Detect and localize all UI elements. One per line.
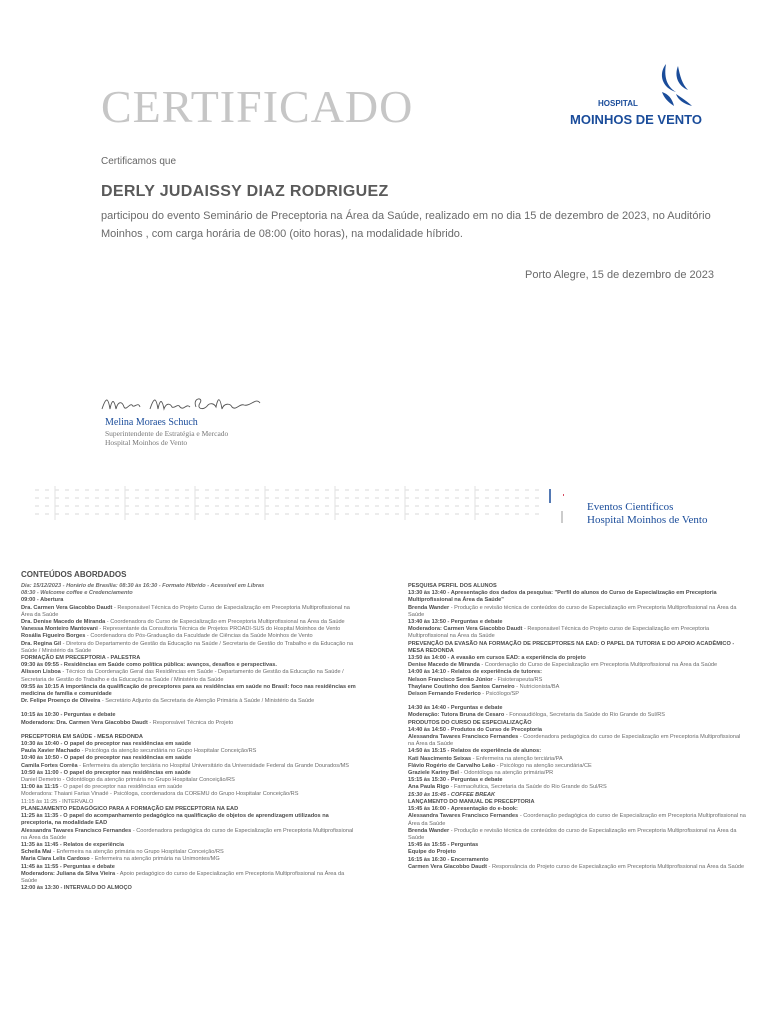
program-line-strong: Nelson Francisco Serrão Júnior (408, 676, 493, 683)
program-line-strong: Carmen Vera Giacobbo Daudt (408, 863, 487, 870)
program-line-text: - Secretário Adjunto da Secretaria de Atenção Primária à Saúde / Ministério da Saúde (100, 698, 315, 705)
program-line-strong: Thaylane Coutinho dos Santos Carneiro (408, 683, 515, 690)
program-line-strong: PRECEPTORIA EM SAÚDE - MESA REDONDA (21, 733, 143, 740)
program-line-strong: 14:50 às 15:15 - Relatos de experiência de alunos: (408, 748, 542, 755)
program-line-text: - Responsância do Projeto curso de Especialização em Preceptoria Multiprofissional na Área da Saúde (486, 863, 745, 870)
program-line (21, 864, 361, 871)
program-line-strong: Deison Fernando Frederico (408, 691, 481, 698)
program-line (21, 791, 361, 798)
program-line-text: - Responsável Técnica do Projeto curso de Especialização em Preceptoria Multiprofissional na Área da Saúde (408, 626, 710, 640)
program-line (21, 669, 361, 683)
program-line-strong: 10:50 às 11:00 - O papel do preceptor nas residências em saúde (21, 769, 191, 776)
program-line-strong: 09:00 - Abertura (21, 597, 64, 604)
program-line (408, 641, 748, 655)
program-line-strong: 09:55 às 10:15 A importância da qualificação de preceptores para as residências em saúde no Brasil: foco nas residências em medicina de família e comunidade (21, 683, 356, 698)
program-line (21, 626, 361, 633)
program-line (408, 662, 748, 669)
program-line-strong: 10:15 às 10:30 - Perguntas e debate (21, 712, 116, 719)
program-line-strong: Dra. Regina Gil (21, 640, 62, 647)
program-line-text: - Enfermeira na atenção terciária/PA (471, 755, 563, 762)
program-line-strong: 14:00 às 14:10 - Relatos de experiência de tutores: (408, 669, 542, 676)
program-spacer (408, 698, 748, 705)
program-line-strong: Moderadora: Carmen Vera Giacobbo Daudt (408, 626, 523, 633)
program-line (408, 669, 748, 676)
program-line-strong: Vanessa Monteiro Mantovani (21, 626, 98, 633)
program-line-strong: Moderadora: Juliana da Silva Vieira (21, 870, 116, 877)
program-line-strong: PESQUISA PERFIL DOS ALUNOS (408, 583, 497, 589)
program-spacer (21, 727, 361, 734)
signer-name: Melina Moraes Schuch (105, 417, 198, 428)
program-line-strong: Rosália Figueiro Borges (21, 633, 86, 640)
program-line-text: 08:30 - Welcome coffee e Credenciamento (21, 590, 133, 597)
program-line-strong: 16:15 às 16:30 - Encerramento (408, 856, 489, 863)
program-line-strong: 14:40 às 14:50 - Produtos do Curso de Preceptoria (408, 726, 542, 733)
program-line-text: - Fisioterapeuta/RS (492, 676, 543, 683)
program-line (408, 712, 748, 719)
program-line (408, 813, 748, 827)
program-line (408, 864, 748, 871)
program-line (408, 748, 748, 755)
program-line-strong: Denise Macedo de Miranda (408, 662, 480, 669)
program-line-strong: 13:30 às 13:40 - Apresentação dos dados da pesquisa: "Perfil do alunos do Curso de Especialização em Preceptoria Multiprofissional na Área da Saúde" (408, 590, 717, 604)
decorative-pattern-band (35, 484, 540, 524)
program-line-text: - Coordenadora pedagógica do curso de Especialização em Preceptoria Multiprofissional na Área da Saúde (21, 827, 354, 841)
program-line (21, 583, 361, 590)
program-line (408, 842, 748, 849)
program-line-strong: Dra. Carmen Vera Giacobbo Daudt (21, 604, 113, 611)
program-line-strong: Moderação: Tutora Bruna de Cesaro (408, 712, 505, 719)
program-line-text: - Psicólogo/SP (480, 691, 519, 698)
program-line-text: - Responsável Técnica do Projeto Curso de Especialização em Preceptoria Multiprofissional na Área da Saúde (21, 604, 350, 618)
program-line (21, 748, 361, 755)
program-column-right (408, 583, 748, 871)
footer-accent-marks (548, 489, 564, 525)
program-line (21, 763, 361, 770)
footer-hospital-label: Hospital Moinhos de Vento (587, 514, 708, 526)
program-line-text: - Coordenadora pedagógica do curso de Especialização em Preceptoria Multiprofissional na Área da Saúde (408, 734, 741, 748)
program-line-strong: 11:35 às 11:45 - Relatos de experiência (21, 841, 124, 848)
program-line (21, 784, 361, 791)
program-line-strong: Paula Xavier Machado (21, 748, 81, 755)
program-line (21, 712, 361, 719)
program-line (408, 720, 748, 727)
program-line-strong: 15:45 às 15:55 - Perguntas (408, 842, 479, 849)
program-line (21, 734, 361, 741)
program-line-text: - Odontóloga na atenção primária/PR (459, 770, 554, 777)
program-line-text: - Técnico da Coordenação Geral das Residências em Saúde - Departamento de Gestão da Educação na Saúde / Secretaria de Gestão do Trabalho e da Educação na Saúde / Ministério da Saúde (21, 669, 344, 683)
program-line (21, 590, 361, 597)
program-line-text: - Psicólogo na atenção secundária/CE (495, 762, 592, 769)
program-line (21, 655, 361, 662)
program-line (21, 619, 361, 626)
program-line (408, 684, 748, 691)
program-line-strong: Brenda Wander (408, 827, 450, 834)
program-line (21, 770, 361, 777)
certificate-title: CERTIFICADO (101, 81, 414, 132)
program-line (408, 605, 748, 619)
program-line (21, 605, 361, 619)
program-line-strong: PREVENÇÃO DA EVASÃO NA FORMAÇÃO DE PRECEPTORES NA EAD: O PAPEL DA TUTORIA E DO APOIO ACADÊMICO - MESA REDONDA (408, 640, 735, 654)
handwritten-signature (100, 391, 265, 417)
program-line-strong: 10:40 às 10:50 - O papel do preceptor nas residências em saúde (21, 755, 192, 762)
program-line-strong: Kati Nascimento Seixas (408, 755, 472, 762)
program-spacer (21, 705, 361, 712)
program-line-text: Daniel Demetrio - Odontólogo da atenção primária no Grupo Hospitalar Conceição/RS (21, 777, 235, 784)
program-line-text: - Enfermeira na atenção primária no Grupo Hospitalar Conceição/RS (51, 849, 224, 856)
program-line (408, 677, 748, 684)
program-line (21, 849, 361, 856)
program-line (408, 705, 748, 712)
program-line (21, 885, 361, 892)
program-line (21, 597, 361, 604)
program-line-text: - Coordenação pedagógica do curso de Especialização em Preceptoria Multiprofissional na Área da Saúde (408, 813, 746, 827)
program-line-strong: Alessandra Tavares Francisco Fernandes (21, 827, 132, 834)
program-line (21, 828, 361, 842)
program-line-strong: PRODUTOS DO CURSO DE ESPECIALIZAÇÃO (408, 719, 532, 726)
hospital-logo (570, 62, 720, 132)
program-line (408, 792, 748, 799)
program-line-text: - Diretora do Departamento de Gestão da Educação na Saúde / Secretaria de Gestão do Trabalho e da Educação na Saúde / Ministério da Saúde (21, 640, 354, 654)
program-line-strong: FORMAÇÃO EM PRECEPTORIA - PALESTRA (21, 655, 141, 662)
program-line (21, 871, 361, 885)
program-line-strong: 13:40 às 13:50 - Perguntas e debate (408, 619, 503, 626)
program-line (21, 741, 361, 748)
footer-events-label: Eventos Científicos (587, 501, 674, 513)
program-line (408, 784, 748, 791)
program-line-text: - Responsável Técnica do Projeto (147, 719, 234, 726)
place-date: Porto Alegre, 15 de dezembro de 2023 (525, 269, 714, 281)
program-line-strong: Dr. Felipe Proenço de Oliveira (21, 698, 101, 705)
program-line-strong: Alisson Lisboa (21, 669, 61, 676)
program-line-text: - Representante da Consultoria Técnica de Projetos PROADI-SUS do Hospital Moinhos de Vento (97, 626, 341, 633)
program-line-strong: Dra. Denise Macedo de Miranda (21, 619, 106, 626)
program-line (408, 619, 748, 626)
program-line-text: - Produção e revisão técnica de conteúdos do curso de Especialização em Preceptoria Multiprofissional na Área da Saúde (408, 827, 737, 841)
program-column-left (21, 583, 361, 892)
program-line-strong: Maria Clara Lelis Cardoso (21, 856, 90, 863)
program-line-text: - Enfermeira da atenção terciária no Hospital Universitário da Universidade Federal da Grande Dourados/MS (77, 762, 350, 769)
program-line-strong: Camila Fortes Corrêa (21, 762, 78, 769)
certificate-body: participou do evento Seminário de Preceptoria na Área da Saúde, realizado em no dia 15 de dezembro de 2023, no Auditório Moinhos , com carga horária de 08:00 (oito horas), na modalidade híbrido. (101, 210, 711, 240)
program-line-text: - O papel do preceptor nas residências em saúde (58, 784, 183, 791)
program-line (408, 756, 748, 763)
program-line-text: - Enfermeira na atenção primária na Unimontes/MG (89, 856, 220, 863)
program-line-text: - Produção e revisão técnica de conteúdos do curso de Especialização em Preceptoria Multiprofissional na Área da Saúde (408, 604, 737, 618)
program-line-text: - Fonoaudióloga, Secretaria da Saúde do Rio Grande do Sul/RS (504, 712, 666, 719)
program-line-text: Dia: 15/12/2023 - Horário de Brasília: 08:30 às 16:30 - Formato Híbrido - Acessível em Libras (21, 583, 265, 589)
program-line-strong: Graziele Kariny Bel (408, 770, 459, 777)
program-line (408, 763, 748, 770)
certify-intro: Certificamos que (101, 156, 177, 167)
program-line (408, 806, 748, 813)
program-line-strong: Flávio Rogério de Carvalho Leão (408, 762, 496, 769)
program-line-text: - Coordenadora do Curso de Especialização em Preceptoria Multiprofissional na Área da Saúde (105, 619, 345, 626)
program-line-strong: Alessandra Tavares Francisco Fernandes (408, 734, 519, 741)
program-line-strong: 15:15 às 15:30 - Perguntas e debate (408, 777, 503, 784)
program-line-strong: LANÇAMENTO DO MANUAL DE PRECEPTORIA (408, 798, 535, 805)
program-line-strong: 15:30 às 15:45 - COFFEE BREAK (408, 791, 496, 798)
program-line (408, 691, 748, 698)
program-line (408, 857, 748, 864)
program-line (408, 799, 748, 806)
program-line (408, 727, 748, 734)
program-line (408, 734, 748, 748)
program-line (21, 698, 361, 705)
program-line (408, 777, 748, 784)
program-line-text: - Coordenadora do Pós-Graduação da Faculdade de Ciências da Saúde Moinhos de Vento (85, 633, 313, 640)
program-line-strong: 13:50 às 14:00 - A evasão em cursos EAD: a experiência do projeto (408, 655, 586, 662)
signer-role: Superintendente de Estratégia e Mercado (105, 429, 229, 438)
program-line (21, 806, 361, 813)
windmill-logo-icon (652, 62, 694, 108)
signer-org: Hospital Moinhos de Vento (105, 438, 188, 447)
program-line-strong: 09:30 às 09:55 - Residências em Saúde como política pública: avanços, desafios e perspectivas. (21, 662, 277, 669)
program-line (408, 583, 748, 590)
program-line (21, 641, 361, 655)
program-line-text: Moderadora: Thaiani Farias Vinadé - Psicóloga, coordenadora da COREMU do Grupo Hospitalar Conceição/RS (21, 791, 299, 798)
program-line-strong: 11:45 às 11:55 - Perguntas e debate (21, 863, 115, 870)
program-line-strong: Equipe do Projeto (408, 849, 456, 856)
logo-name: MOINHOS DE VENTO (570, 112, 702, 127)
program-line-strong: 11:25 às 11:35 - O papel do acompanhamento pedagógico na qualificação de objetos de aprendizagem utilizados na preceptoria, na modalidade EAD (21, 813, 329, 827)
program-line-strong: 11:00 às 11:15 (21, 784, 59, 791)
program-line (21, 662, 361, 669)
program-line (21, 684, 361, 698)
program-line (408, 849, 748, 856)
program-line-text: - Farmacêutica, Secretaria da Saúde do Rio Grande do Sul/RS (449, 784, 607, 791)
program-line-strong: 14:30 às 14:40 - Perguntas e debate (408, 705, 503, 712)
program-line (408, 626, 748, 640)
program-line-strong: PLANEJAMENTO PEDAGÓGICO PARA A FORMAÇÃO EM PRECEPTORIA NA EAD (21, 805, 239, 812)
program-line-strong: Brenda Wander (408, 604, 450, 611)
program-line (21, 633, 361, 640)
program-line (408, 590, 748, 604)
program-line (21, 813, 361, 827)
program-line-text: - Psicóloga da atenção secundária no Grupo Hospitalar Conceição/RS (80, 748, 257, 755)
program-line-strong: Scheila Mai (21, 849, 52, 856)
program-line-text: - Apoio pedagógico do curso de Especialização em Preceptoria Multiprofissional na Área da Saúde (21, 870, 345, 884)
program-line (21, 720, 361, 727)
program-line (21, 842, 361, 849)
program-line (408, 828, 748, 842)
program-line-strong: 12:00 às 13:30 - INTERVALO DO ALMOÇO (21, 885, 132, 892)
program-line (21, 777, 361, 784)
program-line-strong: Moderadora: Dra. Carmen Vera Giacobbo Daudt (21, 719, 148, 726)
program-line-text: 11:15 às 11:25 - INTERVALO (21, 798, 94, 805)
program-line-text: - Nutricionista/BA (514, 683, 560, 690)
program-line-strong: Ana Paula Rigo (408, 784, 450, 791)
program-line-strong: 10:30 às 10:40 - O papel do preceptor nas residências em saúde (21, 741, 192, 748)
program-line-text: - Coordenação do Curso de Especialização em Preceptoria Multiprofissional na Área da Saúde (479, 662, 718, 669)
program-line (408, 770, 748, 777)
program-line (21, 856, 361, 863)
program-line-strong: Alessandra Tavares Francisco Fernandes (408, 813, 519, 820)
logo-hospital-label: HOSPITAL (598, 99, 638, 108)
program-line (21, 799, 361, 806)
program-line-strong: 15:45 às 16:00 - Apresentação do e-book: (408, 806, 518, 813)
program-title: CONTEÚDOS ABORDADOS (21, 570, 127, 579)
participant-name: DERLY JUDAISSY DIAZ RODRIGUEZ (101, 183, 389, 200)
program-line (21, 755, 361, 762)
